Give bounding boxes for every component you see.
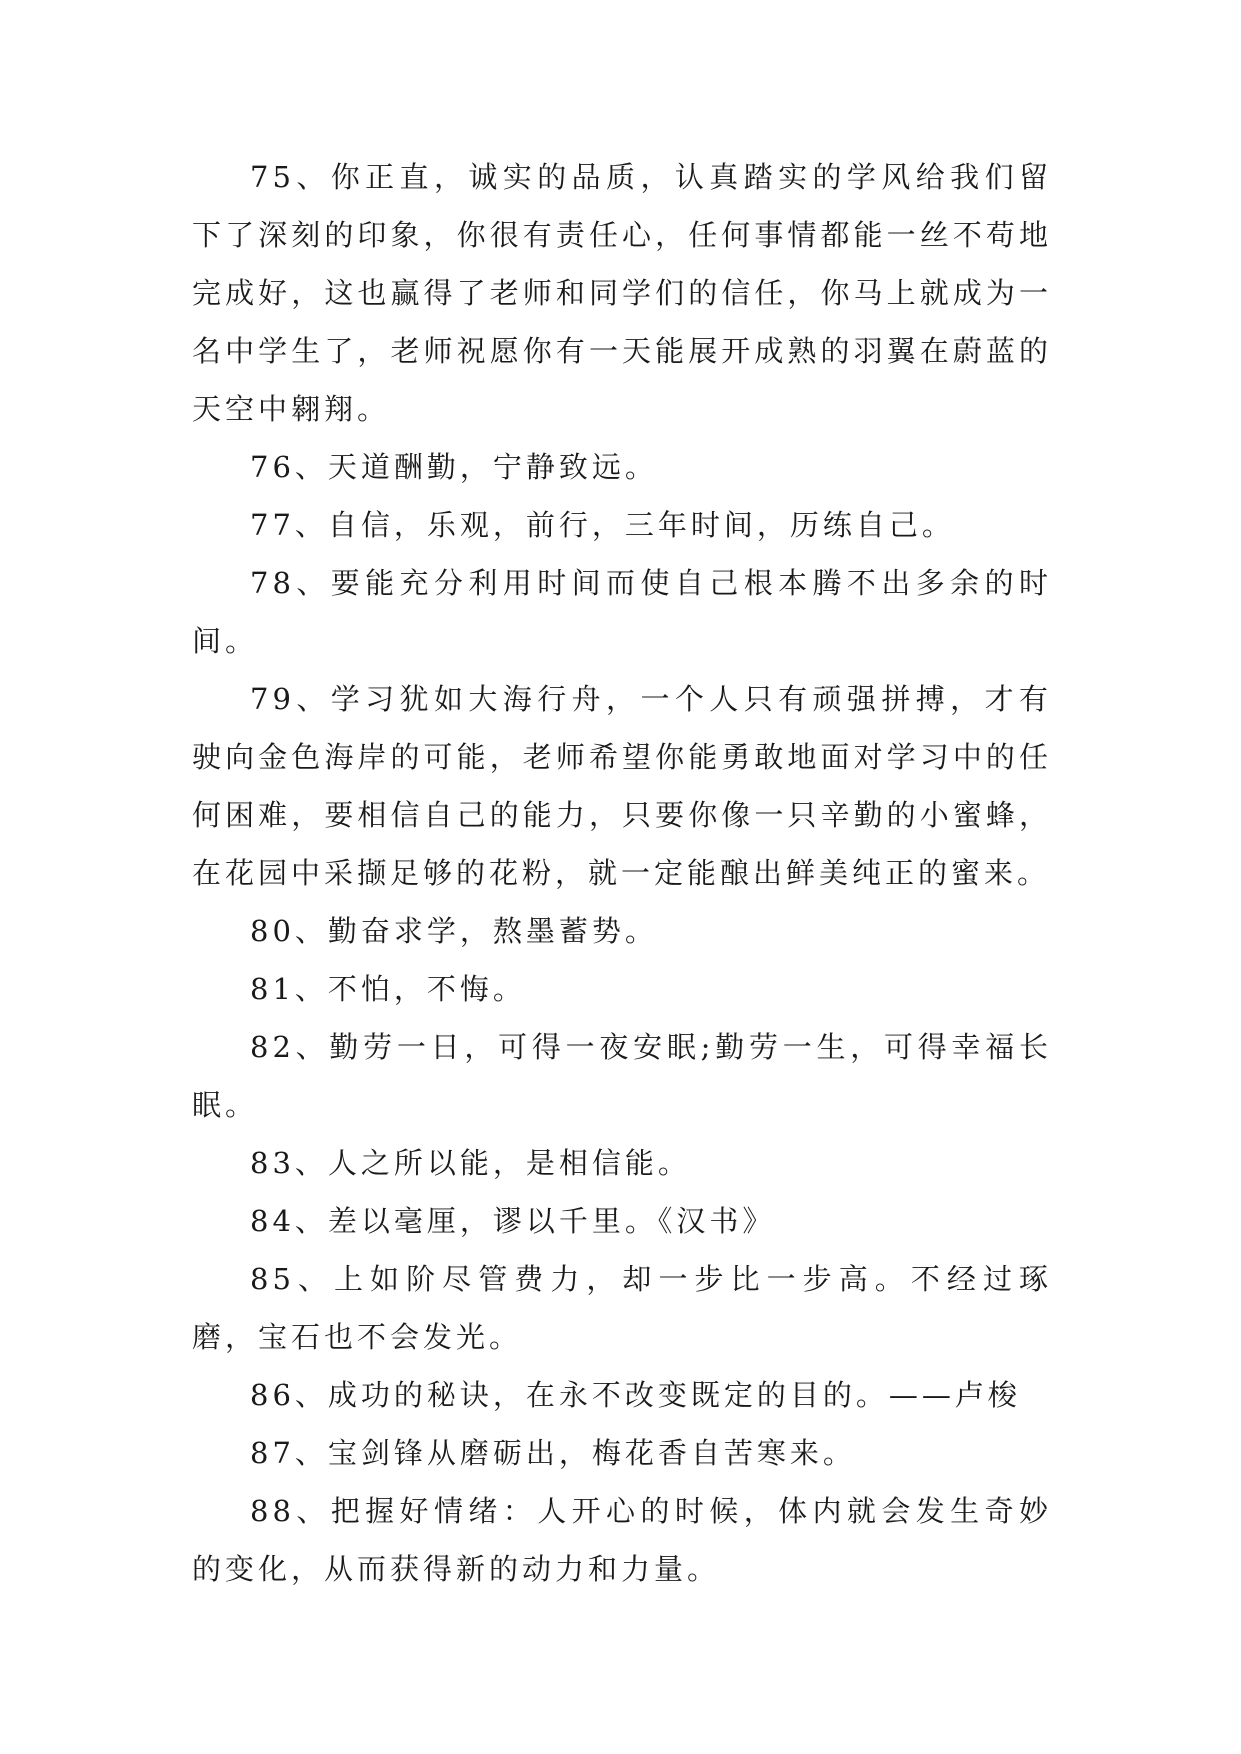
paragraph-85: 85、上如阶尽管费力，却一步比一步高。不经过琢磨，宝石也不会发光。 xyxy=(192,1262,1052,1354)
paragraph-79: 79、学习犹如大海行舟，一个人只有顽强拼搏，才有驶向金色海岸的可能，老师希望你能勇敢地面对学习中的任何困难，要相信自己的能力，只要你像一只辛勤的小蜜蜂，在花园中采撷足够的花粉，就一定能酿出鲜美纯正的蜜来。 xyxy=(192,682,1052,890)
paragraph-80: 80、勤奋求学，熬墨蓄势。 xyxy=(250,914,658,948)
paragraph-87: 87、宝剑锋从磨砺出，梅花香自苦寒来。 xyxy=(250,1436,856,1470)
paragraph-76: 76、天道酬勤，宁静致远。 xyxy=(250,450,658,484)
paragraph-86: 86、成功的秘诀，在永不改变既定的目的。——卢梭 xyxy=(250,1378,1021,1412)
paragraph-78: 78、要能充分利用时间而使自己根本腾不出多余的时间。 xyxy=(192,566,1052,658)
paragraph-83: 83、人之所以能，是相信能。 xyxy=(250,1146,691,1180)
paragraph-77: 77、自信，乐观，前行，三年时间，历练自己。 xyxy=(250,508,955,542)
paragraph-88: 88、把握好情绪：人开心的时候，体内就会发生奇妙的变化，从而获得新的动力和力量。 xyxy=(192,1494,1052,1586)
document-body xyxy=(192,148,1052,1598)
paragraph-81: 81、不怕，不悔。 xyxy=(250,972,526,1006)
paragraph-75: 75、你正直，诚实的品质，认真踏实的学风给我们留下了深刻的印象，你很有责任心，任何事情都能一丝不苟地完成好，这也赢得了老师和同学们的信任，你马上就成为一名中学生了，老师祝愿你有一天能展开成熟的羽翼在蔚蓝的天空中翱翔。 xyxy=(192,160,1052,426)
paragraph-84: 84、差以毫厘，谬以千里。《汉书》 xyxy=(250,1204,776,1238)
paragraph-82: 82、勤劳一日，可得一夜安眠;勤劳一生，可得幸福长眠。 xyxy=(192,1030,1052,1122)
